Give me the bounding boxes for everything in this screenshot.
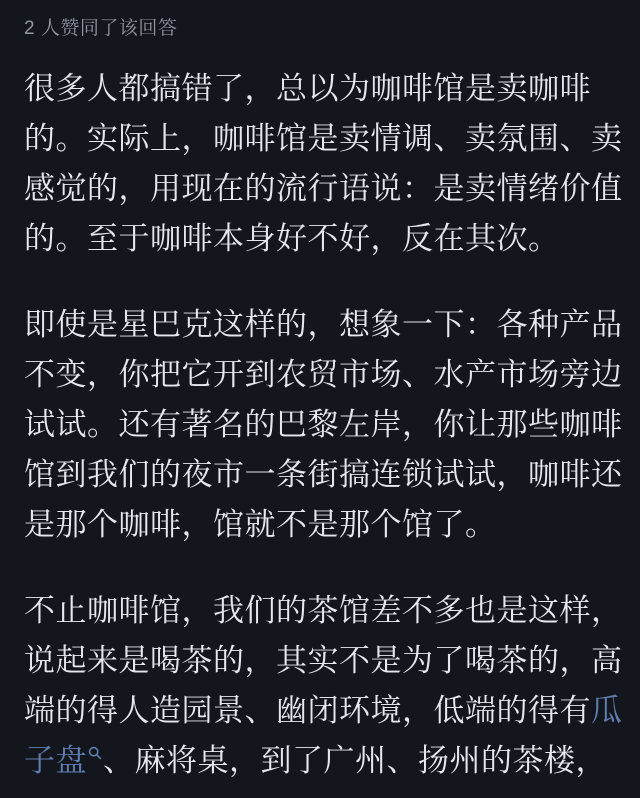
text-segment: 很多人都搞错了，总以为咖啡馆是卖咖啡 — [24, 71, 591, 106]
text-segment: 说起来是喝茶的，其实不是为了喝茶的，高 — [24, 643, 623, 678]
text-line — [24, 450, 623, 500]
text-line — [24, 64, 620, 114]
text-line — [24, 300, 623, 350]
text-line — [24, 686, 623, 736]
text-segment: 是那个咖啡，馆就不是那个馆了。 — [24, 507, 497, 542]
text-line — [24, 350, 623, 400]
search-term-link[interactable]: 子盘 — [24, 743, 87, 778]
text-segment: 不止咖啡馆，我们的茶馆差不多也是这样， — [24, 593, 623, 628]
upvote-count-text: 2 人赞同了该回答 — [24, 18, 178, 39]
text-line — [24, 586, 623, 636]
text-line — [24, 500, 620, 550]
text-line — [24, 114, 623, 164]
answer-paragraph — [24, 300, 623, 550]
text-line — [24, 736, 620, 786]
answer-content — [24, 64, 623, 786]
search-icon[interactable] — [88, 747, 102, 763]
text-line — [24, 164, 623, 214]
text-segment: 端的得人造园景、幽闭环境，低端的得有 — [24, 693, 591, 728]
text-segment: 试试。还有著名的巴黎左岸，你让那些咖啡 — [24, 407, 623, 442]
text-segment: 的。至于咖啡本身好不好，反在其次。 — [24, 221, 560, 256]
text-segment: 的。实际上，咖啡馆是卖情调、卖氛围、卖 — [24, 121, 623, 156]
search-term-link[interactable]: 瓜 — [591, 693, 623, 728]
text-line — [24, 214, 620, 264]
text-line — [24, 636, 623, 686]
text-segment: 不变，你把它开到农贸市场、水产市场旁边 — [24, 357, 623, 392]
text-segment: 感觉的，用现在的流行语说：是卖情绪价值 — [24, 171, 623, 206]
answer-paragraph — [24, 64, 623, 264]
answer-paragraph — [24, 586, 623, 786]
text-segment: 、麻将桌，到了广州、扬州的茶楼， — [103, 743, 607, 778]
text-segment: 即使是星巴克这样的，想象一下：各种产品 — [24, 307, 623, 342]
text-segment: 馆到我们的夜市一条街搞连锁试试，咖啡还 — [24, 457, 623, 492]
text-line — [24, 400, 623, 450]
